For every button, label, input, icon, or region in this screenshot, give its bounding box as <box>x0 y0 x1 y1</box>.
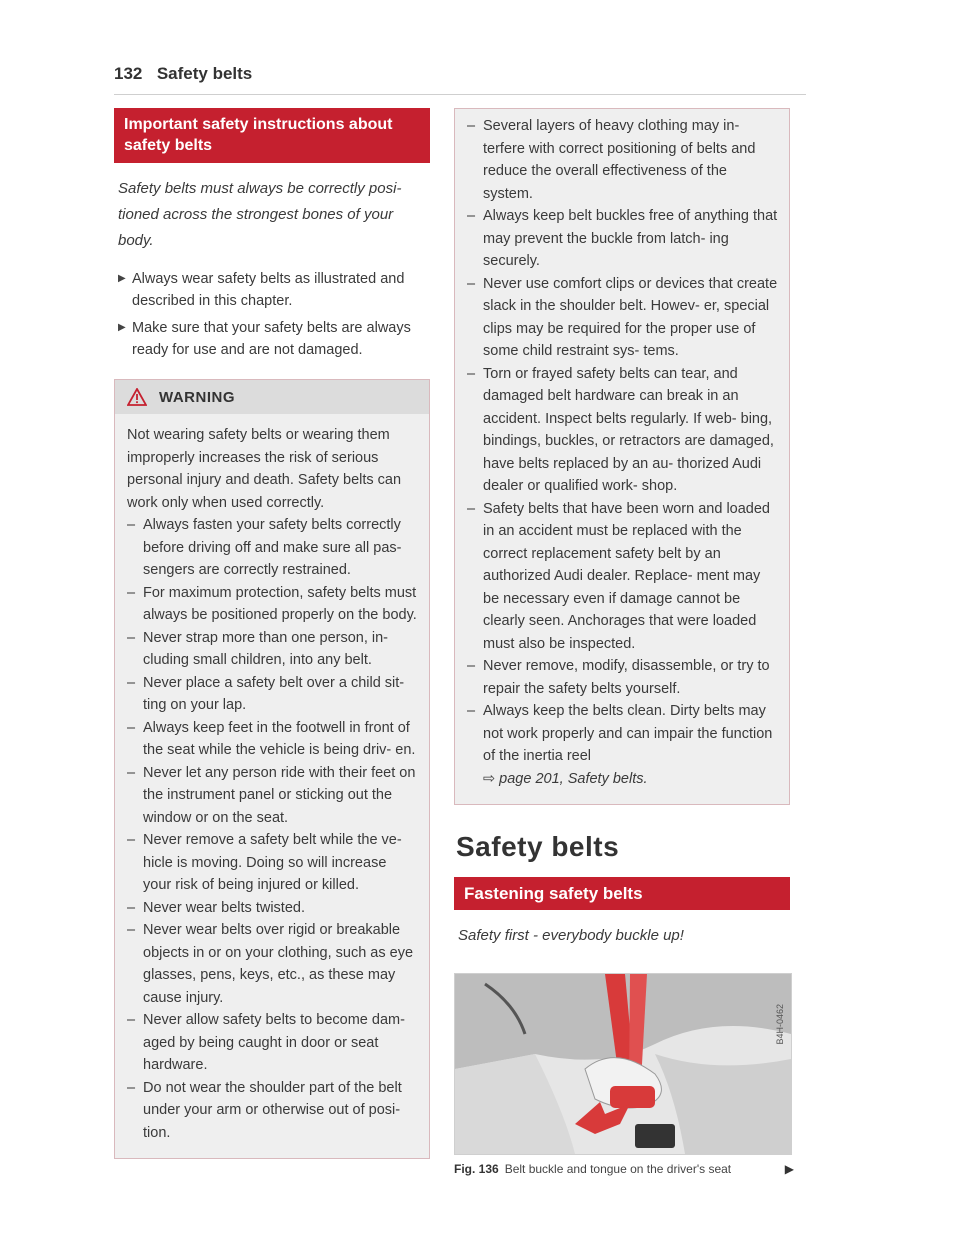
fastening-heading: Fastening safety belts <box>454 877 790 910</box>
arrow-bullet-icon: ▶ <box>118 322 126 333</box>
list-item: – Always keep the belts clean. Dirty belts may not work properly and can impair the function of the inertia reel ⇨ page 201, Safety belts. <box>467 703 773 787</box>
figure-code: B4H-0462 <box>775 1004 785 1045</box>
caption-label: Fig. 136 <box>454 1162 499 1176</box>
list-item: – Never let any person ride with their feet on the instrument panel or sticking out the window or on the seat. <box>127 764 416 826</box>
page-number: 132 <box>114 64 143 83</box>
list-item: – Never wear belts over rigid or breakable objects in or on your clothing, such as eye glasses, pens, keys, etc., as these may cause injury. <box>127 922 414 1006</box>
list-item: – Never wear belts twisted. <box>127 899 305 916</box>
list-item: – Always keep belt buckles free of anything that may prevent the buckle from latch- ing securely. <box>467 208 778 269</box>
intro-text: Safety belts must always be correctly posi- tioned across the strongest bones of your body. <box>118 180 402 249</box>
right-column <box>454 108 794 1176</box>
continue-arrow-icon: ▶ <box>784 1162 794 1176</box>
list-item: – Torn or frayed safety belts can tear, and damaged belt hardware can break in an accident. Inspect belts regularly. If web- bing, bindings, buckles, or retractors are damaged, have belts replaced by an au- thorized Audi dealer or qualified work- shop. <box>467 365 774 494</box>
arrow-bullet-icon: ▶ <box>118 273 126 284</box>
page-header <box>114 64 806 95</box>
belt-buckle-illustration <box>455 974 791 1154</box>
warning-list <box>127 514 417 1144</box>
figure-caption <box>454 1162 794 1176</box>
warning-body <box>115 414 429 1158</box>
fastening-intro: Safety first - everybody buckle up! <box>458 927 684 944</box>
instruction-list <box>114 268 430 361</box>
warning-triangle-icon <box>127 388 147 406</box>
list-item: – Several layers of heavy clothing may in- terfere with correct positioning of belts and reduce the overall effectiveness of the system. <box>467 118 756 202</box>
warning-box <box>114 379 430 1159</box>
list-item: – Never remove, modify, disassemble, or try to repair the safety belts yourself. <box>467 658 770 697</box>
list-item: – Do not wear the shoulder part of the belt under your arm or otherwise out of posi- tion. <box>127 1079 402 1141</box>
list-item: – Never allow safety belts to become dam- aged by being caught in door or seat hardware. <box>127 1012 405 1073</box>
list-item: – For maximum protection, safety belts must always be positioned properly on the body. <box>127 584 417 623</box>
list-item: – Always keep feet in the footwell in front of the seat while the vehicle is being driv- en. <box>127 719 416 758</box>
caption-text: Belt buckle and tongue on the driver's seat <box>504 1162 732 1176</box>
list-item: – Never use comfort clips or devices that create slack in the shoulder belt. Howev- er, special clips may be required for the proper use of some child restraint sys- tems. <box>467 275 778 359</box>
warning-continuation-box <box>454 108 790 805</box>
section-heading: Safety belts <box>456 831 620 862</box>
page-reference-link[interactable]: ⇨ page 201, Safety belts. <box>483 770 648 787</box>
list-item: – Safety belts that have been worn and loaded in an accident must be replaced with the correct replacement safety belt by an authorized Audi dealer. Replace- ment may be necessary even if damage cannot be clearly seen. Anchorages that were loaded must also be inspected. <box>467 500 770 652</box>
left-column <box>114 108 430 1159</box>
warning-text: Not wearing safety belts or wearing them improperly increases the risk of serious personal injury and death. Safety belts can work only when used correctly. <box>127 427 402 511</box>
warning-title: WARNING <box>159 388 235 406</box>
list-item: ▶ Make sure that your safety belts are always ready for use and are not damaged. <box>114 317 430 361</box>
warning-header <box>115 380 429 414</box>
list-item: – Never remove a safety belt while the ve- hicle is moving. Doing so will increase your risk of being injured or killed. <box>127 832 402 893</box>
list-item: – Always fasten your safety belts correctly before driving off and make sure all pas- sengers are correctly restrained. <box>127 517 402 578</box>
list-item: – Never strap more than one person, in- cluding small children, into any belt. <box>127 629 389 668</box>
list-item: – Never place a safety belt over a child sit- ting on your lap. <box>127 674 405 713</box>
warning-continuation-list <box>467 115 779 790</box>
important-instructions-heading: Important safety instructions about safety belts <box>114 108 430 163</box>
list-item: ▶ Always wear safety belts as illustrated and described in this chapter. <box>114 268 430 312</box>
section-title: Safety belts <box>156 64 253 83</box>
belt-buckle-figure <box>454 973 792 1155</box>
